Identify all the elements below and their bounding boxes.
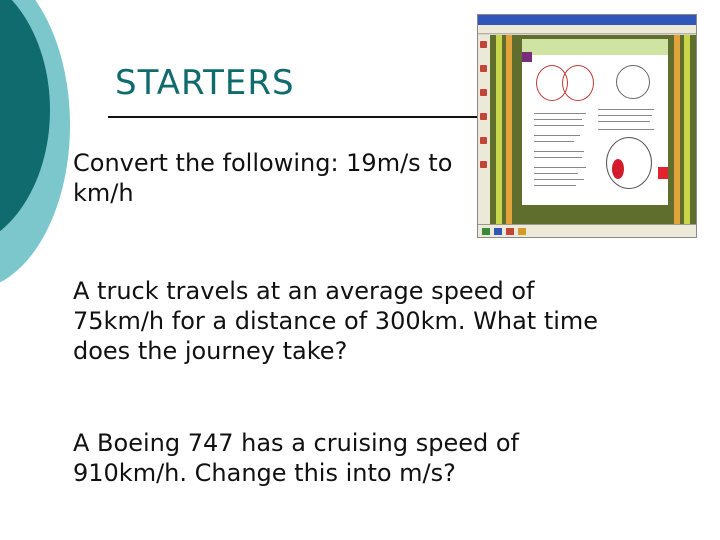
toolbar-icon [480, 113, 487, 120]
text-line [534, 125, 584, 126]
taskbar-icon [494, 228, 502, 235]
toolbar-icon [480, 137, 487, 144]
title-underline [108, 116, 480, 118]
text-line [598, 109, 654, 110]
text-line [534, 141, 574, 142]
question-1: Convert the following: 19m/s to km/h [73, 149, 453, 207]
page-number-badge [658, 167, 668, 179]
thumbnail-page [522, 39, 668, 205]
diagram-dot [612, 159, 624, 179]
text-line [598, 121, 650, 122]
decorative-stripe [674, 35, 680, 225]
text-line [534, 119, 582, 120]
toolbar-icon [480, 41, 487, 48]
question-2: A truck travels at an average speed of 75km/h for a distance of 300km. What time does the journey take? [73, 277, 599, 365]
text-line [534, 167, 586, 168]
text-line [534, 113, 586, 114]
question-3: A Boeing 747 has a cruising speed of 910km/h. Change this into m/s? [73, 429, 519, 487]
thumbnail-titlebar [478, 15, 696, 25]
diagram-oval [562, 65, 594, 101]
toolbar-icon [480, 161, 487, 168]
embedded-screenshot-thumbnail [477, 14, 697, 238]
toolbar-icon [480, 65, 487, 72]
toolbar-icon [480, 89, 487, 96]
diagram-oval [616, 65, 650, 99]
page-header-band [522, 39, 668, 55]
slide-title: STARTERS [115, 63, 295, 103]
thumbnail-toolbar [478, 25, 696, 34]
page-tag [522, 52, 532, 62]
taskbar-icon [518, 228, 526, 235]
taskbar-icon [482, 228, 490, 235]
thumbnail-taskbar [478, 224, 696, 237]
text-line [534, 185, 576, 186]
decorative-stripe [684, 35, 690, 225]
text-line [598, 115, 652, 116]
text-line [534, 135, 580, 136]
text-line [534, 179, 584, 180]
text-line [534, 173, 578, 174]
taskbar-icon [506, 228, 514, 235]
decorative-stripe [506, 35, 512, 225]
thumbnail-side-toolbar [478, 35, 490, 225]
text-line [598, 129, 654, 130]
decorative-stripe [496, 35, 502, 225]
text-line [534, 151, 584, 152]
text-line [534, 157, 582, 158]
